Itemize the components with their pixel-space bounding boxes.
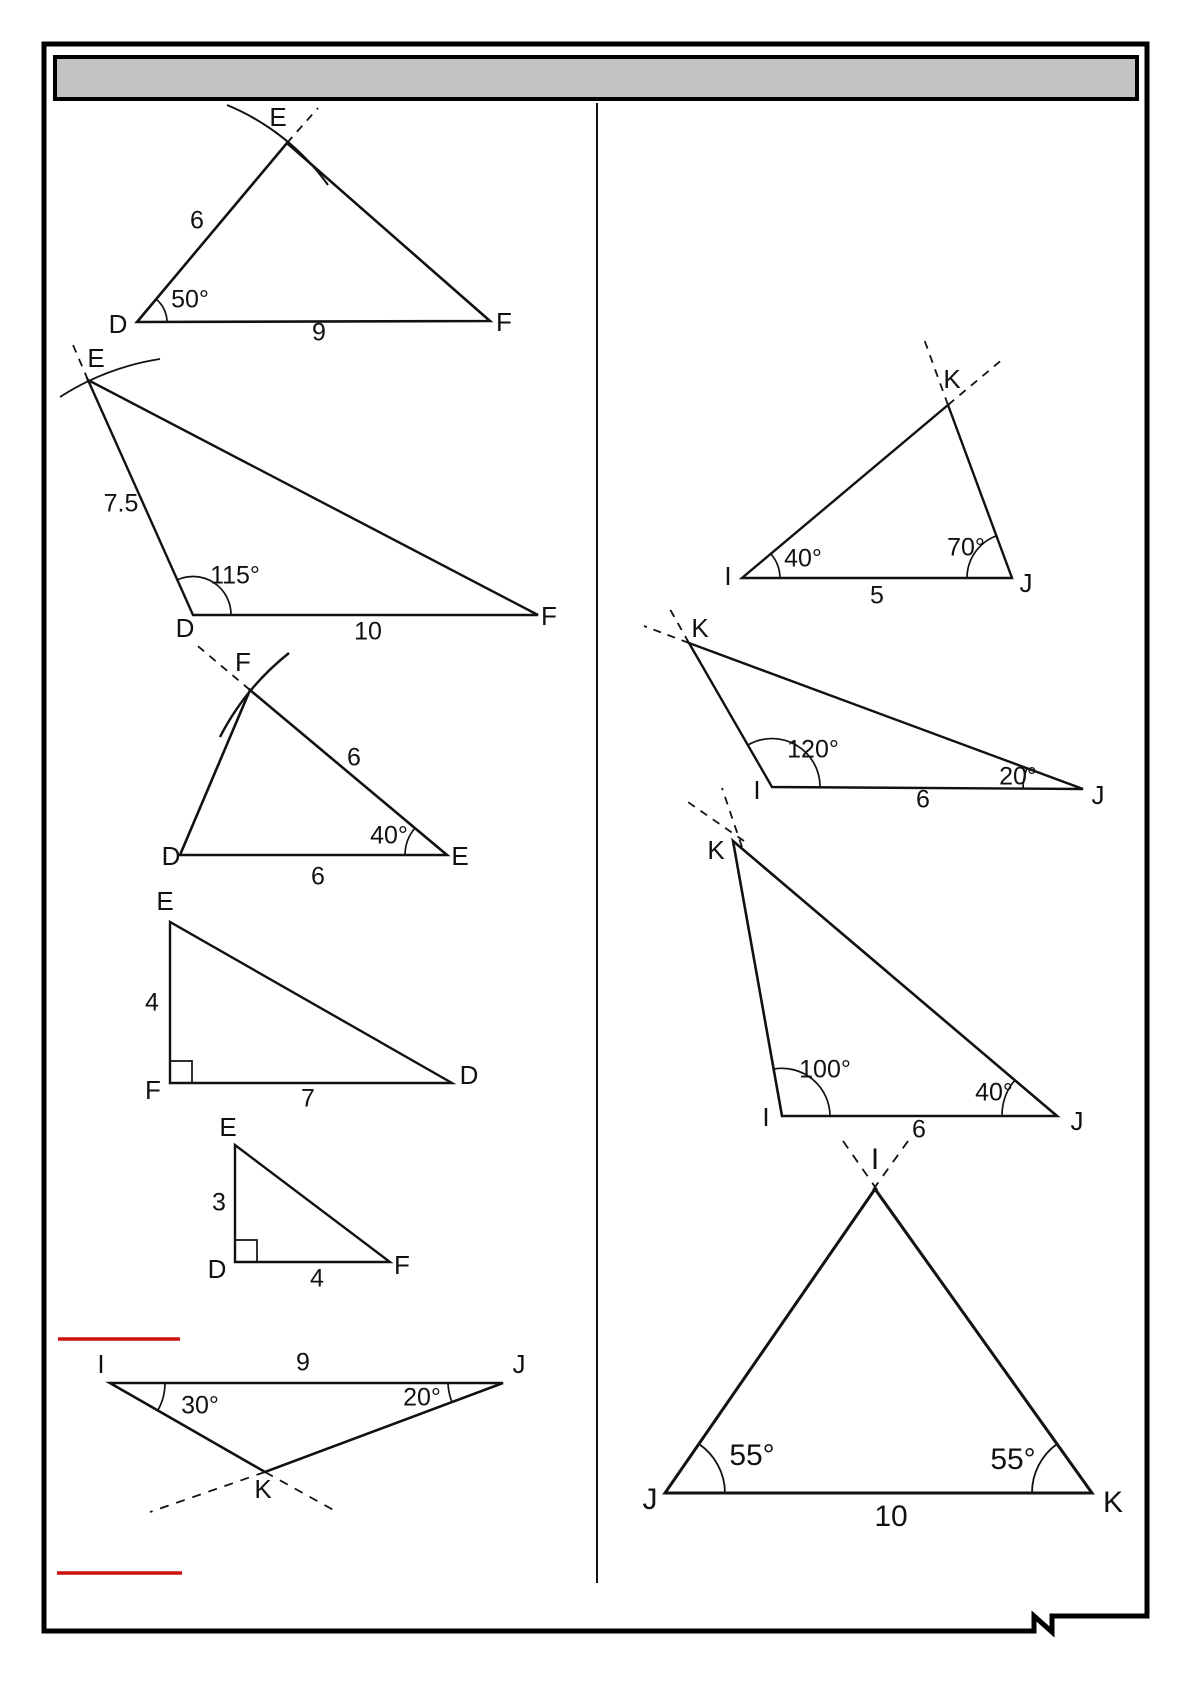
- triangle-outline: [88, 380, 538, 615]
- angle-measure-label: 120°: [787, 735, 839, 764]
- vertex-label-j: J: [512, 1348, 526, 1379]
- triangle-outline: [733, 841, 1057, 1116]
- vertex-label-e: E: [87, 342, 105, 373]
- right-angle-mark: [170, 1061, 192, 1083]
- construction-triangle-l2: [60, 343, 557, 646]
- construction-triangle-r3: [685, 785, 1084, 1144]
- construction-dashed-line: [265, 1472, 337, 1512]
- construction-triangle-l6: [97, 1349, 525, 1512]
- right-angle-mark: [235, 1240, 257, 1262]
- vertex-label-d: D: [175, 612, 195, 643]
- construction-triangle-l1: [109, 102, 512, 347]
- triangle-outline: [170, 922, 452, 1083]
- side-length-label: 6: [347, 743, 361, 772]
- vertex-label-j: J: [1070, 1105, 1084, 1136]
- vertex-label-i: I: [724, 560, 732, 591]
- angle-measure-label: 55°: [729, 1438, 775, 1472]
- side-length-label: 5: [870, 581, 884, 610]
- vertex-label-k: K: [1102, 1485, 1124, 1519]
- right-triangle-l4: [145, 886, 478, 1113]
- construction-triangle-l3: [162, 642, 469, 891]
- angle-measure-label: 30°: [181, 1391, 219, 1420]
- vertex-label-k: K: [943, 363, 961, 394]
- vertex-label-k: K: [707, 834, 725, 865]
- angle-measure-label: 115°: [210, 561, 260, 590]
- angle-measure-label: 40°: [975, 1078, 1013, 1107]
- side-length-label: 6: [190, 206, 204, 235]
- construction-dashed-line: [644, 626, 689, 643]
- vertex-label-f: F: [145, 1074, 161, 1105]
- construction-dashed-line: [150, 1472, 265, 1512]
- angle-arc: [699, 1444, 725, 1493]
- angle-measure-label: 40°: [370, 821, 408, 850]
- angle-measure-label: 100°: [799, 1055, 851, 1084]
- angle-arc: [158, 1383, 165, 1410]
- triangle-outline: [235, 1145, 390, 1262]
- vertex-label-d: D: [459, 1059, 479, 1090]
- construction-dashed-line: [73, 345, 88, 380]
- side-length-label: 4: [145, 988, 159, 1017]
- side-length-label: 3: [212, 1188, 226, 1217]
- side-length-label: 7: [301, 1084, 315, 1113]
- angle-arc: [156, 299, 167, 322]
- vertex-label-e: E: [219, 1111, 237, 1142]
- vertex-label-d: D: [161, 840, 181, 871]
- construction-triangle-r4: [643, 1141, 1124, 1533]
- vertex-label-i: I: [753, 774, 761, 805]
- header-bar: [55, 57, 1137, 99]
- angle-measure-label: 20°: [403, 1383, 441, 1412]
- angle-measure-label: 40°: [784, 544, 822, 573]
- side-length-label: 6: [916, 785, 930, 814]
- angle-measure-label: 55°: [990, 1442, 1036, 1476]
- construction-dashed-line: [667, 604, 689, 643]
- vertex-label-f: F: [394, 1249, 410, 1280]
- vertex-label-f: F: [541, 600, 557, 631]
- vertex-label-e: E: [269, 101, 287, 132]
- vertex-label-e: E: [156, 885, 174, 916]
- vertex-label-d: D: [207, 1253, 227, 1284]
- side-length-label: 4: [310, 1264, 324, 1293]
- vertex-label-j: J: [1019, 567, 1033, 598]
- vertex-label-k: K: [691, 612, 709, 643]
- side-length-label: 10: [354, 617, 382, 646]
- side-length-label: 10: [874, 1499, 908, 1533]
- angle-measure-label: 70°: [947, 533, 985, 562]
- construction-dashed-line: [287, 108, 318, 143]
- vertex-label-i: I: [870, 1142, 880, 1176]
- construction-triangle-r1: [724, 339, 1032, 610]
- construction-triangle-r2: [644, 604, 1105, 814]
- side-length-label: 6: [912, 1115, 926, 1144]
- right-triangle-l5: [208, 1112, 410, 1293]
- vertex-label-f: F: [235, 646, 251, 677]
- vertex-label-i: I: [97, 1348, 105, 1379]
- side-length-label: 7.5: [103, 489, 139, 518]
- angle-arc: [1032, 1444, 1057, 1493]
- angle-measure-label: 20°: [999, 762, 1037, 791]
- angle-arc: [448, 1383, 452, 1402]
- vertex-label-k: K: [254, 1473, 272, 1504]
- side-length-label: 9: [296, 1348, 310, 1377]
- vertex-label-e: E: [451, 840, 469, 871]
- triangle-outline: [110, 1383, 503, 1472]
- angle-arc: [771, 554, 780, 578]
- vertex-label-i: I: [762, 1101, 770, 1132]
- vertex-label-d: D: [108, 308, 128, 339]
- vertex-label-j: J: [1091, 779, 1105, 810]
- side-length-label: 6: [311, 862, 325, 891]
- vertex-label-j: J: [642, 1482, 658, 1516]
- vertex-label-f: F: [496, 306, 512, 337]
- angle-measure-label: 50°: [171, 285, 209, 314]
- side-length-label: 9: [312, 318, 326, 347]
